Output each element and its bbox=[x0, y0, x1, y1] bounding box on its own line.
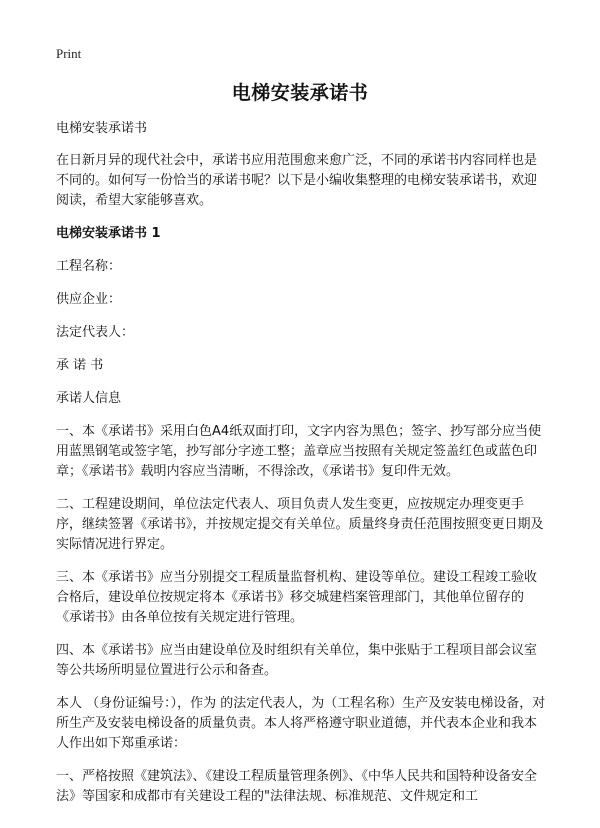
paragraph-5: 本人 （身份证编号：），作为 的法定代表人，为（工程名称）生产及安装电梯设备，对所生产及安装电梯设备的质量负责。本人将严格遵守职业道德，并代表本企业和我本人作出如下郑重承诺： bbox=[56, 696, 546, 751]
intro-paragraph: 在日新月异的现代社会中，承诺书应用范围愈来愈广泛，不同的承诺书内容同样也是不同的。如何写一份恰当的承诺书呢？以下是小编收集整理的电梯安装承诺书，欢迎阅读，希望大家能够喜欢。 bbox=[56, 153, 538, 208]
print-link[interactable]: Print bbox=[56, 46, 82, 61]
paragraph-4: 四、本《承诺书》应当由建设单位及时组织有关单位，集中张贴于工程项目部会议室等公共场所明显位置进行公示和备查。 bbox=[56, 643, 538, 678]
paragraph-1: 一、本《承诺书》采用白色A4纸双面打印，文字内容为黑色；签字、抄写部分应当使用蓝黑钢笔或签字笔，抄写部分字迹工整；盖章应当按照有关规定签盖红色或蓝色印章；《承诺书》载明内容应当清晰，不得涂改，《承诺书》复印件无效。 bbox=[56, 424, 542, 479]
pledger-info: 承诺人信息 bbox=[56, 391, 122, 406]
document-body bbox=[56, 119, 546, 820]
section-heading: 电梯安装承诺书 1 bbox=[56, 226, 161, 241]
document-title: 电梯安装承诺书 bbox=[231, 82, 369, 104]
paragraph-3: 三、本《承诺书》应当分别提交工程质量监督机构、建设等单位。建设工程竣工验收合格后，建设单位按规定将本《承诺书》移交城建档案管理部门，其他单位留存的《承诺书》由各单位按有关规定进行管理。 bbox=[56, 570, 538, 625]
field-project-name: 工程名称： bbox=[56, 259, 122, 274]
paragraph-2: 二、工程建设期间，单位法定代表人、项目负责人发生变更，应按规定办理变更手序，继续签署《承诺书》，并按规定提交有关单位。质量终身责任范围按照变更日期及实际情况进行界定。 bbox=[56, 497, 544, 552]
document-subtitle: 电梯安装承诺书 bbox=[56, 121, 148, 136]
field-legal-rep: 法定代表人： bbox=[56, 325, 135, 340]
paragraph-6: 一、严格按照《建筑法》、《建设工程质量管理条例》、《中华人民共和国特种设备安全法》等国家和成都市有关建设工程的"法律法规、标准规范、文件规定和工 bbox=[56, 769, 538, 804]
pledge-title: 承 诺 书 bbox=[56, 358, 104, 373]
field-supplier: 供应企业： bbox=[56, 292, 122, 307]
